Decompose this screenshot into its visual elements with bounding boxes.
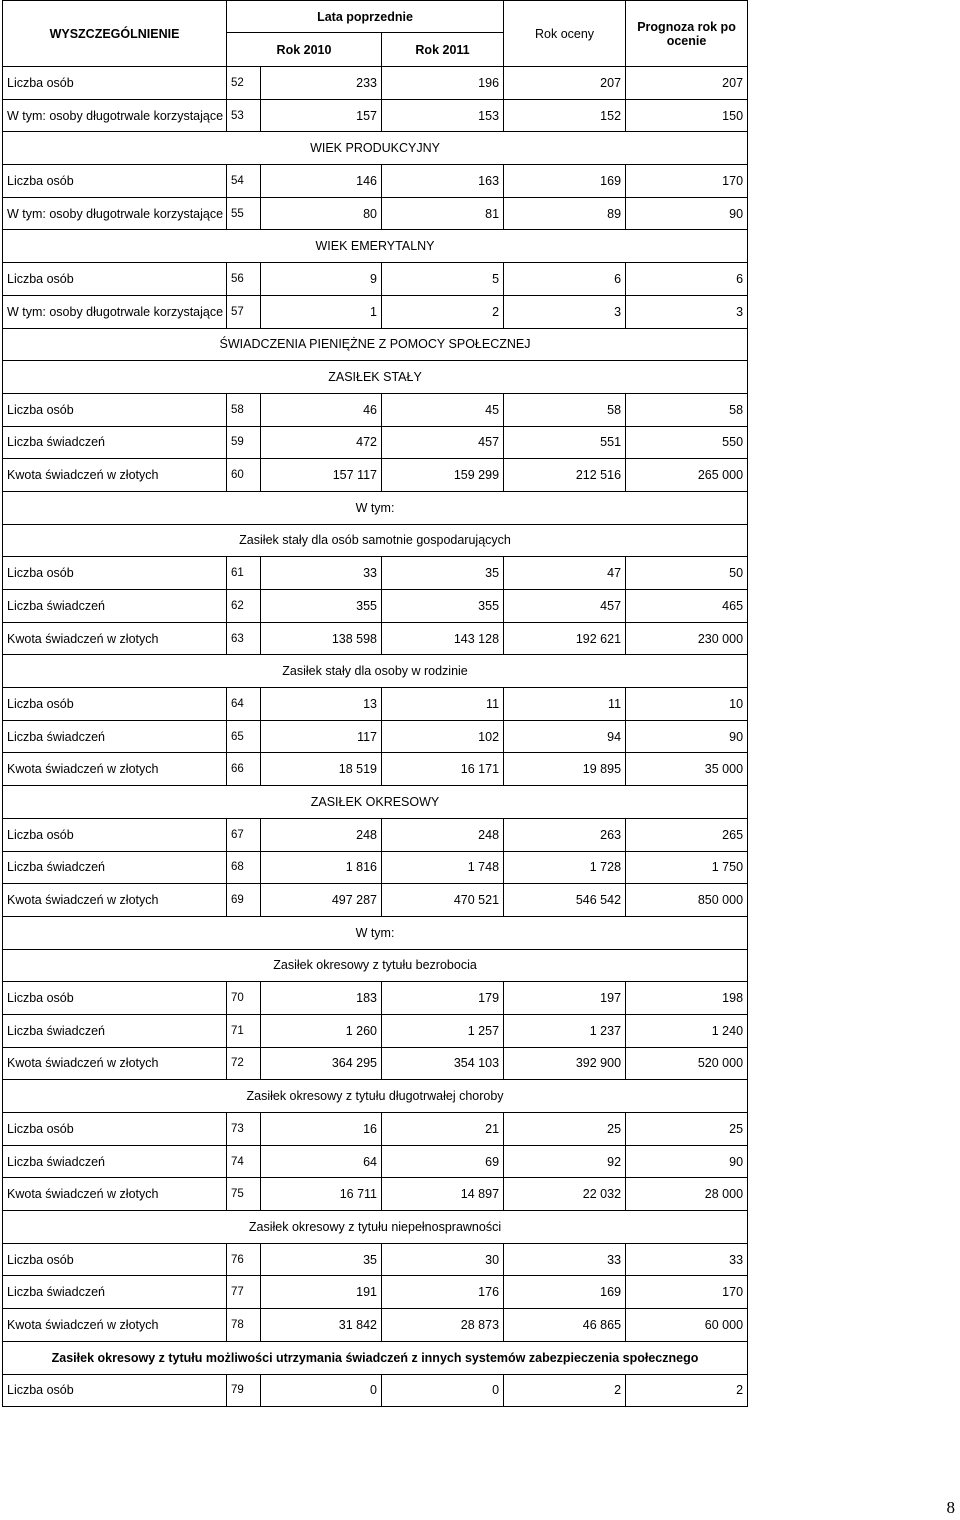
value-2011: 45 <box>382 393 504 426</box>
value-assessment-year: 212 516 <box>504 459 626 492</box>
row-label: Liczba osób <box>3 1243 227 1276</box>
report-table <box>2 0 748 1407</box>
row-code: 66 <box>227 753 261 786</box>
table-row <box>3 67 748 100</box>
row-label: Kwota świadczeń w złotych <box>3 1178 227 1211</box>
value-2010: 46 <box>261 393 382 426</box>
page-number: 8 <box>946 1498 955 1517</box>
value-2011: 153 <box>382 99 504 132</box>
value-forecast: 90 <box>626 720 748 753</box>
value-2011: 1 748 <box>382 851 504 884</box>
value-2010: 0 <box>261 1374 382 1407</box>
value-assessment-year: 207 <box>504 67 626 100</box>
value-assessment-year: 19 895 <box>504 753 626 786</box>
value-forecast: 2 <box>626 1374 748 1407</box>
section-title: Zasiłek stały dla osób samotnie gospodarujących <box>3 524 748 557</box>
value-2010: 157 117 <box>261 459 382 492</box>
row-code: 76 <box>227 1243 261 1276</box>
value-2011: 28 873 <box>382 1309 504 1342</box>
table-row <box>3 1113 748 1146</box>
value-2010: 1 <box>261 295 382 328</box>
value-2011: 457 <box>382 426 504 459</box>
row-label: Liczba świadczeń <box>3 720 227 753</box>
value-forecast: 33 <box>626 1243 748 1276</box>
table-row <box>3 818 748 851</box>
row-code: 57 <box>227 295 261 328</box>
value-2011: 1 257 <box>382 1014 504 1047</box>
section-title: W tym: <box>3 491 748 524</box>
section-title: ZASIŁEK STAŁY <box>3 361 748 394</box>
value-assessment-year: 457 <box>504 590 626 623</box>
value-2011: 143 128 <box>382 622 504 655</box>
value-2010: 355 <box>261 590 382 623</box>
row-label: Liczba świadczeń <box>3 1276 227 1309</box>
row-label: Kwota świadczeń w złotych <box>3 1309 227 1342</box>
value-forecast: 35 000 <box>626 753 748 786</box>
value-2011: 163 <box>382 165 504 198</box>
value-assessment-year: 551 <box>504 426 626 459</box>
row-label: Liczba osób <box>3 1374 227 1407</box>
value-2011: 248 <box>382 818 504 851</box>
value-assessment-year: 546 542 <box>504 884 626 917</box>
value-forecast: 150 <box>626 99 748 132</box>
row-code: 79 <box>227 1374 261 1407</box>
value-2011: 69 <box>382 1145 504 1178</box>
value-forecast: 28 000 <box>626 1178 748 1211</box>
table-header <box>3 1 748 67</box>
table-row <box>3 982 748 1015</box>
value-2011: 179 <box>382 982 504 1015</box>
row-code: 68 <box>227 851 261 884</box>
section-row <box>3 1080 748 1113</box>
value-assessment-year: 58 <box>504 393 626 426</box>
section-row <box>3 916 748 949</box>
table-row <box>3 1047 748 1080</box>
row-label: Liczba świadczeń <box>3 1145 227 1178</box>
row-code: 59 <box>227 426 261 459</box>
section-row <box>3 1341 748 1374</box>
value-assessment-year: 192 621 <box>504 622 626 655</box>
value-2010: 183 <box>261 982 382 1015</box>
value-assessment-year: 92 <box>504 1145 626 1178</box>
row-label: Kwota świadczeń w złotych <box>3 753 227 786</box>
row-label: Liczba osób <box>3 557 227 590</box>
value-assessment-year: 1 237 <box>504 1014 626 1047</box>
row-code: 70 <box>227 982 261 1015</box>
section-row <box>3 361 748 394</box>
value-2011: 11 <box>382 688 504 721</box>
row-code: 78 <box>227 1309 261 1342</box>
value-forecast: 465 <box>626 590 748 623</box>
value-2010: 248 <box>261 818 382 851</box>
table-row <box>3 1014 748 1047</box>
row-label: Liczba osób <box>3 1113 227 1146</box>
section-title: Zasiłek okresowy z tytułu możliwości utrzymania świadczeń z innych systemów zabezpieczenia społecznego <box>3 1341 748 1374</box>
table-row <box>3 720 748 753</box>
table-row <box>3 1243 748 1276</box>
row-label: Kwota świadczeń w złotych <box>3 459 227 492</box>
row-label: Liczba osób <box>3 393 227 426</box>
header-prev-years: Lata poprzednie <box>227 1 504 33</box>
value-2010: 497 287 <box>261 884 382 917</box>
value-2010: 1 816 <box>261 851 382 884</box>
value-2010: 138 598 <box>261 622 382 655</box>
table-row <box>3 1276 748 1309</box>
value-forecast: 170 <box>626 1276 748 1309</box>
table-row <box>3 884 748 917</box>
header-assessment-year: Rok oceny <box>504 1 626 67</box>
value-forecast: 198 <box>626 982 748 1015</box>
value-2010: 16 <box>261 1113 382 1146</box>
row-label: W tym: osoby długotrwale korzystające <box>3 295 227 328</box>
value-2011: 30 <box>382 1243 504 1276</box>
section-row <box>3 132 748 165</box>
section-title: ZASIŁEK OKRESOWY <box>3 786 748 819</box>
value-2011: 14 897 <box>382 1178 504 1211</box>
value-assessment-year: 263 <box>504 818 626 851</box>
table-row <box>3 197 748 230</box>
value-assessment-year: 47 <box>504 557 626 590</box>
table-row <box>3 557 748 590</box>
value-assessment-year: 89 <box>504 197 626 230</box>
value-2010: 191 <box>261 1276 382 1309</box>
value-forecast: 265 <box>626 818 748 851</box>
table-body <box>3 67 748 1407</box>
value-2011: 21 <box>382 1113 504 1146</box>
value-2010: 233 <box>261 67 382 100</box>
section-row <box>3 655 748 688</box>
value-assessment-year: 169 <box>504 1276 626 1309</box>
section-title: Zasiłek okresowy z tytułu długotrwałej choroby <box>3 1080 748 1113</box>
table-row <box>3 426 748 459</box>
value-2010: 9 <box>261 263 382 296</box>
value-2010: 16 711 <box>261 1178 382 1211</box>
value-forecast: 265 000 <box>626 459 748 492</box>
value-assessment-year: 169 <box>504 165 626 198</box>
row-label: Kwota świadczeń w złotych <box>3 1047 227 1080</box>
row-code: 52 <box>227 67 261 100</box>
table-row <box>3 622 748 655</box>
value-2010: 13 <box>261 688 382 721</box>
table-row <box>3 99 748 132</box>
value-forecast: 58 <box>626 393 748 426</box>
row-code: 56 <box>227 263 261 296</box>
value-2010: 35 <box>261 1243 382 1276</box>
value-2010: 146 <box>261 165 382 198</box>
value-assessment-year: 11 <box>504 688 626 721</box>
table-row <box>3 295 748 328</box>
table-row <box>3 753 748 786</box>
table-row <box>3 1145 748 1178</box>
row-code: 55 <box>227 197 261 230</box>
header-name: WYSZCZEGÓLNIENIE <box>3 1 227 67</box>
table-row <box>3 263 748 296</box>
table-row <box>3 459 748 492</box>
row-label: W tym: osoby długotrwale korzystające <box>3 99 227 132</box>
value-forecast: 230 000 <box>626 622 748 655</box>
section-row <box>3 230 748 263</box>
section-title: ŚWIADCZENIA PIENIĘŻNE Z POMOCY SPOŁECZNEJ <box>3 328 748 361</box>
value-forecast: 550 <box>626 426 748 459</box>
value-forecast: 10 <box>626 688 748 721</box>
value-2011: 5 <box>382 263 504 296</box>
value-forecast: 1 750 <box>626 851 748 884</box>
section-title: Zasiłek stały dla osoby w rodzinie <box>3 655 748 688</box>
header-year-2011: Rok 2011 <box>382 33 504 67</box>
row-label: Kwota świadczeń w złotych <box>3 884 227 917</box>
value-2010: 117 <box>261 720 382 753</box>
row-label: W tym: osoby długotrwale korzystające <box>3 197 227 230</box>
value-assessment-year: 94 <box>504 720 626 753</box>
section-row <box>3 491 748 524</box>
value-2011: 81 <box>382 197 504 230</box>
value-assessment-year: 1 728 <box>504 851 626 884</box>
row-label: Kwota świadczeń w złotych <box>3 622 227 655</box>
value-forecast: 90 <box>626 197 748 230</box>
value-forecast: 170 <box>626 165 748 198</box>
row-code: 65 <box>227 720 261 753</box>
row-code: 72 <box>227 1047 261 1080</box>
section-row <box>3 949 748 982</box>
table-row <box>3 165 748 198</box>
value-forecast: 3 <box>626 295 748 328</box>
row-code: 58 <box>227 393 261 426</box>
section-row <box>3 524 748 557</box>
row-label: Liczba świadczeń <box>3 851 227 884</box>
value-forecast: 207 <box>626 67 748 100</box>
value-assessment-year: 6 <box>504 263 626 296</box>
row-code: 53 <box>227 99 261 132</box>
value-2010: 64 <box>261 1145 382 1178</box>
row-code: 63 <box>227 622 261 655</box>
row-label: Liczba osób <box>3 818 227 851</box>
table-row <box>3 1374 748 1407</box>
table-row <box>3 1178 748 1211</box>
value-forecast: 850 000 <box>626 884 748 917</box>
value-2010: 364 295 <box>261 1047 382 1080</box>
value-2010: 80 <box>261 197 382 230</box>
value-2011: 16 171 <box>382 753 504 786</box>
value-2011: 355 <box>382 590 504 623</box>
table-row <box>3 851 748 884</box>
value-assessment-year: 2 <box>504 1374 626 1407</box>
value-assessment-year: 33 <box>504 1243 626 1276</box>
row-label: Liczba świadczeń <box>3 1014 227 1047</box>
row-code: 61 <box>227 557 261 590</box>
section-title: Zasiłek okresowy z tytułu bezrobocia <box>3 949 748 982</box>
value-2011: 0 <box>382 1374 504 1407</box>
value-2011: 35 <box>382 557 504 590</box>
row-code: 67 <box>227 818 261 851</box>
row-code: 69 <box>227 884 261 917</box>
value-assessment-year: 46 865 <box>504 1309 626 1342</box>
value-forecast: 1 240 <box>626 1014 748 1047</box>
section-row <box>3 786 748 819</box>
value-forecast: 50 <box>626 557 748 590</box>
table-row <box>3 1309 748 1342</box>
value-2011: 102 <box>382 720 504 753</box>
value-2011: 159 299 <box>382 459 504 492</box>
value-2010: 31 842 <box>261 1309 382 1342</box>
table-row <box>3 590 748 623</box>
section-title: W tym: <box>3 916 748 949</box>
section-row <box>3 328 748 361</box>
row-code: 62 <box>227 590 261 623</box>
section-row <box>3 1211 748 1244</box>
row-label: Liczba świadczeń <box>3 590 227 623</box>
value-2010: 157 <box>261 99 382 132</box>
row-code: 74 <box>227 1145 261 1178</box>
value-2011: 354 103 <box>382 1047 504 1080</box>
row-label: Liczba osób <box>3 67 227 100</box>
value-2010: 1 260 <box>261 1014 382 1047</box>
value-2010: 18 519 <box>261 753 382 786</box>
value-2011: 470 521 <box>382 884 504 917</box>
value-2010: 33 <box>261 557 382 590</box>
row-code: 54 <box>227 165 261 198</box>
value-assessment-year: 197 <box>504 982 626 1015</box>
value-2011: 176 <box>382 1276 504 1309</box>
value-forecast: 60 000 <box>626 1309 748 1342</box>
table-row <box>3 393 748 426</box>
row-code: 75 <box>227 1178 261 1211</box>
value-assessment-year: 392 900 <box>504 1047 626 1080</box>
value-assessment-year: 3 <box>504 295 626 328</box>
row-label: Liczba osób <box>3 263 227 296</box>
value-assessment-year: 25 <box>504 1113 626 1146</box>
section-title: WIEK PRODUKCYJNY <box>3 132 748 165</box>
row-label: Liczba osób <box>3 688 227 721</box>
section-title: Zasiłek okresowy z tytułu niepełnosprawności <box>3 1211 748 1244</box>
row-label: Liczba osób <box>3 165 227 198</box>
value-2011: 196 <box>382 67 504 100</box>
value-2010: 472 <box>261 426 382 459</box>
table-row <box>3 688 748 721</box>
value-forecast: 25 <box>626 1113 748 1146</box>
row-code: 73 <box>227 1113 261 1146</box>
row-code: 71 <box>227 1014 261 1047</box>
header-year-2010: Rok 2010 <box>227 33 382 67</box>
value-forecast: 90 <box>626 1145 748 1178</box>
header-forecast: Prognoza rok po ocenie <box>626 1 748 67</box>
section-title: WIEK EMERYTALNY <box>3 230 748 263</box>
row-label: Liczba świadczeń <box>3 426 227 459</box>
value-forecast: 6 <box>626 263 748 296</box>
value-assessment-year: 152 <box>504 99 626 132</box>
value-2011: 2 <box>382 295 504 328</box>
row-code: 77 <box>227 1276 261 1309</box>
row-label: Liczba osób <box>3 982 227 1015</box>
row-code: 64 <box>227 688 261 721</box>
value-assessment-year: 22 032 <box>504 1178 626 1211</box>
value-forecast: 520 000 <box>626 1047 748 1080</box>
row-code: 60 <box>227 459 261 492</box>
